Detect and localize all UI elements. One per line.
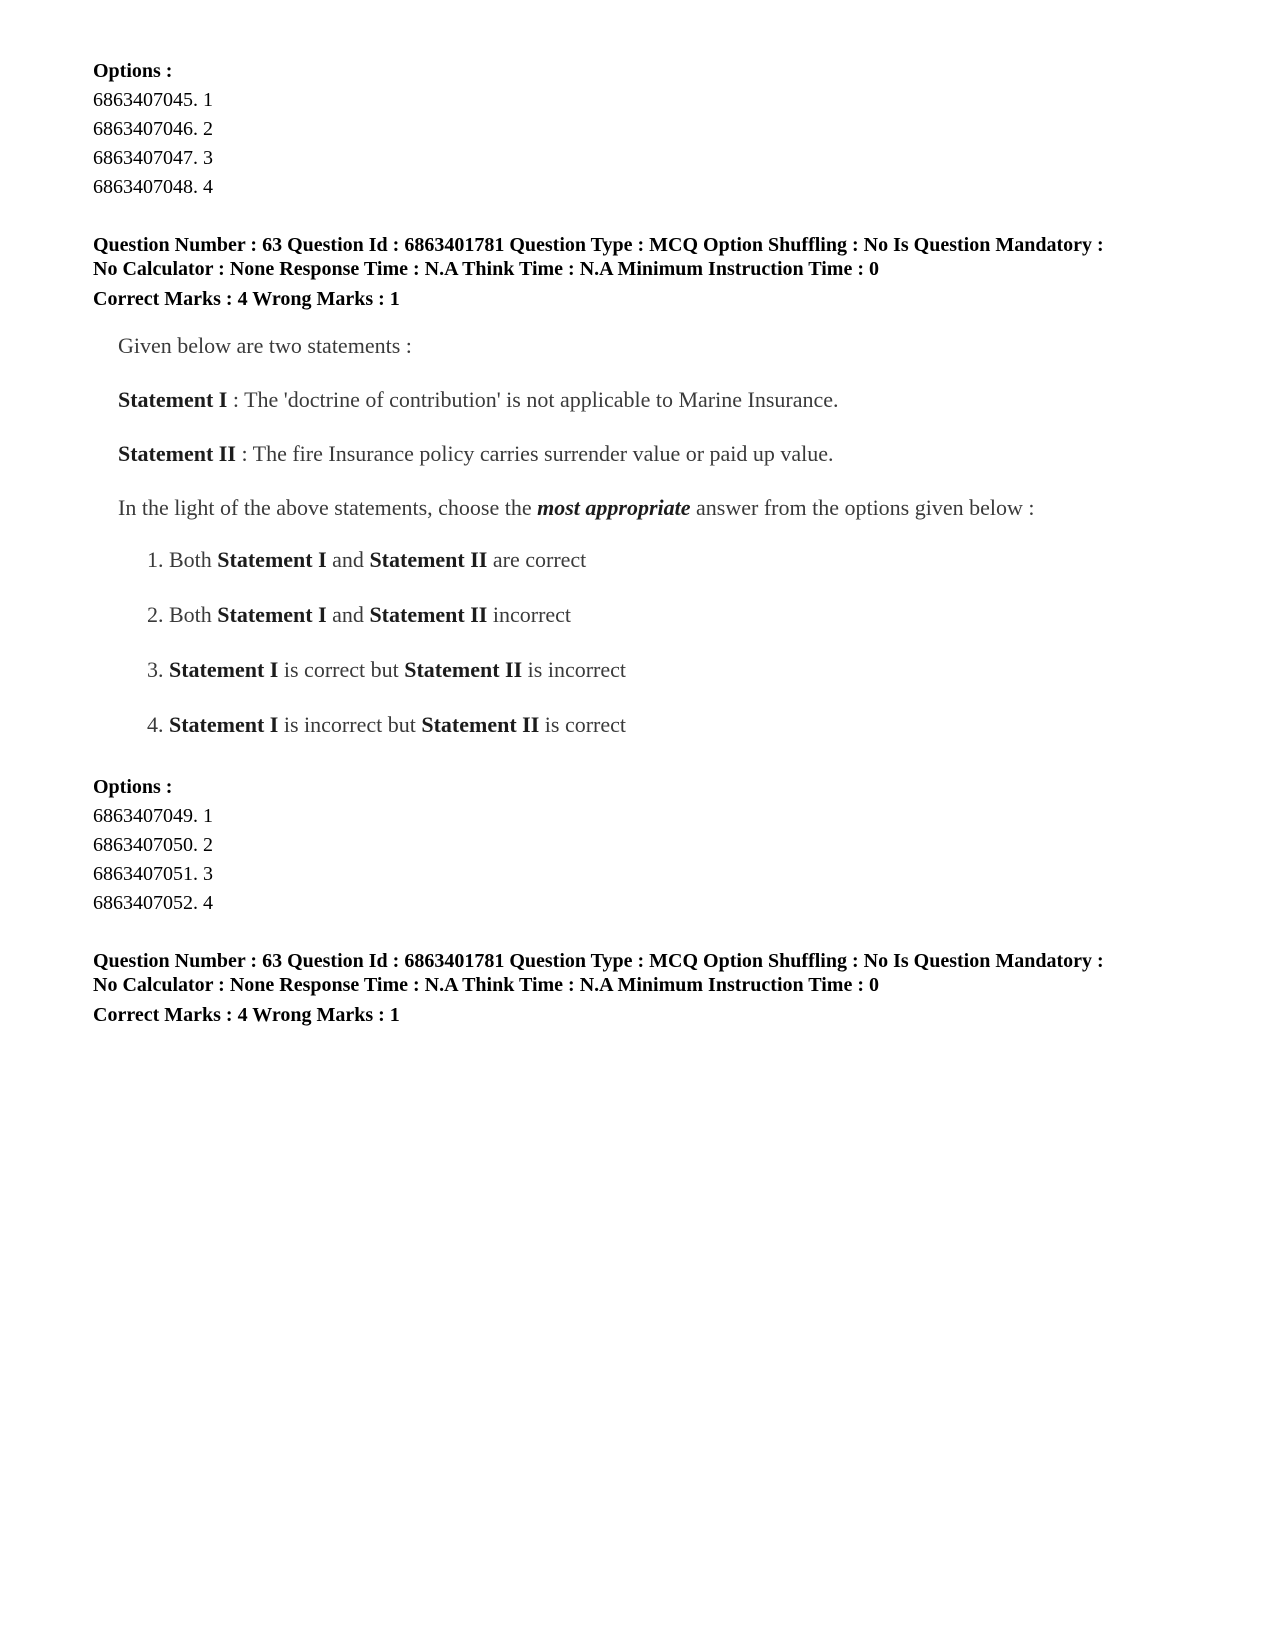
question-meta-line: No Calculator : None Response Time : N.A Think Time : N.A Minimum Instruction Time : 0 [93, 974, 879, 996]
option-line: 6863407050. 2 [93, 834, 213, 856]
option-line: 6863407047. 3 [93, 147, 213, 169]
question-meta-line: Question Number : 63 Question Id : 6863401781 Question Type : MCQ Option Shuffling : No Is Question Mandatory : [93, 234, 1104, 256]
instruction-text: answer from the options given below : [690, 495, 1035, 520]
option-line: 6863407052. 4 [93, 892, 213, 914]
question-meta-line: Question Number : 63 Question Id : 6863401781 Question Type : MCQ Option Shuffling : No Is Question Mandatory : [93, 950, 1104, 972]
option-line: 6863407051. 3 [93, 863, 213, 885]
instruction-emphasis: most appropriate [537, 495, 691, 520]
choice-item: 2. Both Statement I and Statement II incorrect [147, 602, 572, 627]
question-body [118, 331, 1035, 740]
choice-item: 4. Statement I is incorrect but Statement II is correct [147, 712, 627, 737]
statement-2 [118, 439, 1035, 469]
statement-1 [118, 385, 1035, 415]
options-heading: Options : [93, 60, 173, 82]
statement-text: : The fire Insurance policy carries surrender value or paid up value. [235, 441, 834, 466]
option-line: 6863407049. 1 [93, 805, 213, 827]
question-intro: Given below are two statements : [118, 333, 412, 358]
statement-label: Statement II [118, 441, 236, 466]
options-block [93, 773, 213, 918]
choice-item: 1. Both Statement I and Statement II are correct [147, 547, 587, 572]
options-heading: Options : [93, 776, 173, 798]
question-choices [118, 545, 1035, 740]
choice-item: 3. Statement I is correct but Statement II is incorrect [147, 657, 627, 682]
question-marks: Correct Marks : 4 Wrong Marks : 1 [93, 1004, 400, 1026]
statement-label: Statement I [118, 387, 228, 412]
question-header [93, 233, 1104, 314]
next-question-header [93, 949, 1104, 1030]
option-line: 6863407046. 2 [93, 118, 213, 140]
question-instruction [118, 493, 1035, 523]
prev-options-block [93, 57, 213, 202]
question-meta-line: No Calculator : None Response Time : N.A Think Time : N.A Minimum Instruction Time : 0 [93, 258, 879, 280]
option-line: 6863407048. 4 [93, 176, 213, 198]
question-marks: Correct Marks : 4 Wrong Marks : 1 [93, 288, 400, 310]
instruction-text: In the light of the above statements, choose the [118, 495, 538, 520]
option-line: 6863407045. 1 [93, 89, 213, 111]
statement-text: : The 'doctrine of contribution' is not applicable to Marine Insurance. [227, 387, 839, 412]
